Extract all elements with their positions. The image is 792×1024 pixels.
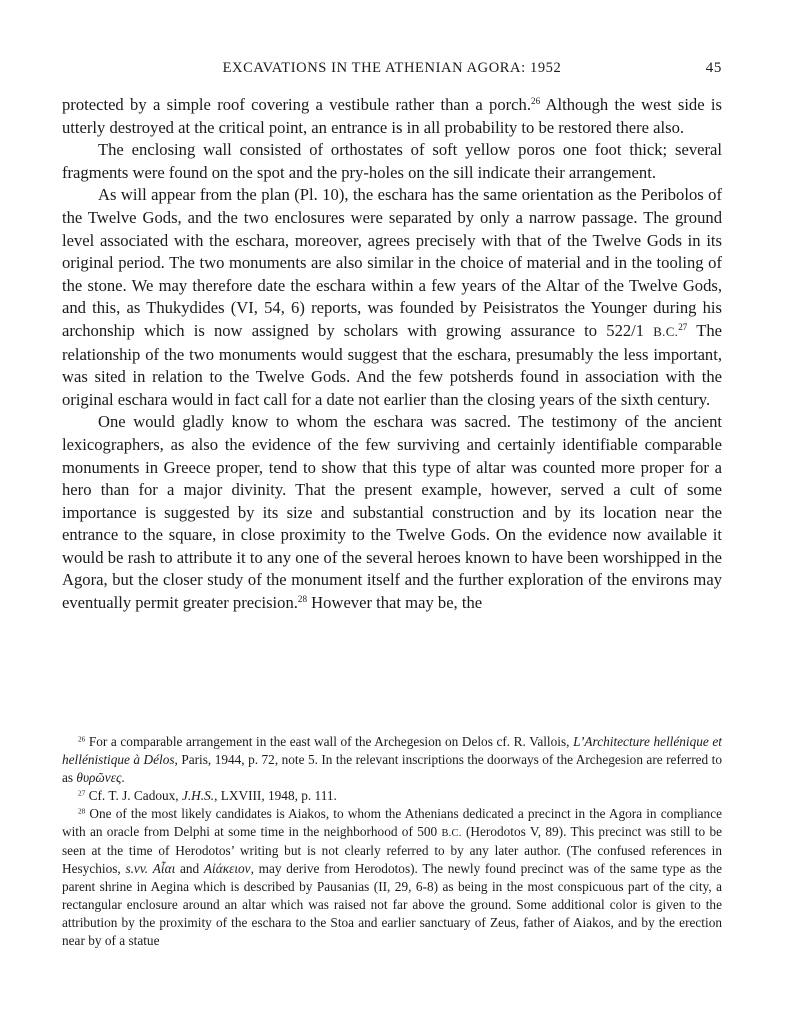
footnote-26: [62, 733, 722, 787]
paragraph-3: [62, 184, 722, 411]
footnote-ref-28[interactable]: 28: [297, 594, 308, 605]
paragraph-3-tail: The relationship of the two monuments would suggest that the eschara, presumably the less important, was sited in relation to the Twelve Gods. And the few potsherds found in association with the original eschara would in fact call for a date not earlier than the closing years of the sixth century.: [62, 320, 722, 409]
era-abbreviation: B.C.: [653, 323, 679, 339]
footnote-number: 26: [78, 734, 86, 744]
abbreviation: s.vv.: [125, 861, 149, 877]
footnote-number: 28: [78, 805, 86, 815]
book-title: L’Architecture hellénique et hellénistique à Délos: [62, 734, 722, 767]
footnote-text: One of the most likely candidates is Aiakos, to whom the Athenians dedicated a precinct in the Agora in compliance with an oracle from Delphi at some time in the neighborhood of 500: [62, 805, 722, 839]
footnotes: [62, 733, 722, 950]
footnote-text: and: [175, 861, 204, 877]
paragraph-1-tail: Although the west side is utterly destroyed at the critical point, an entrance is in all probability to be restored there also.: [62, 95, 722, 137]
running-title: EXCAVATIONS IN THE ATHENIAN AGORA: 1952: [222, 60, 562, 76]
footnote-text: , Paris, 1944, p. 72, note 5. In the relevant inscriptions the doorways of the Archegesion are referred to as: [62, 751, 722, 785]
footnote-text: , LXVIII, 1948, p. 111.: [214, 787, 337, 803]
paragraph-1-text: protected by a simple roof covering a vestibule rather than a porch.: [62, 95, 531, 114]
greek-term: Αἰάκειον: [203, 861, 251, 877]
footnote-27: [62, 787, 722, 805]
main-text: [62, 94, 722, 615]
paragraph-4-tail: However that may be, the: [307, 593, 483, 613]
footnote-number: 27: [78, 787, 86, 797]
paragraph-2-text: The enclosing wall consisted of orthostates of soft yellow poros one foot thick; several fragments were found on the spot and the pry-holes on the sill indicate their arrangement.: [62, 140, 722, 182]
greek-term: θυρῶνες: [76, 769, 122, 785]
footnote-text: (Herodotos V, 89). This precinct was still to be seen at the time of Herodotos’ writing but is not clearly referred to by any later author. (The confused references in Hesychios,: [62, 823, 722, 877]
paragraph-2: [62, 139, 722, 184]
footnote-text: For a comparable arrangement in the east wall of the Archegesion on Delos cf. R. Vallois,: [85, 734, 574, 749]
paragraph-4-text: One would gladly know to whom the eschara was sacred. The testimony of the ancient lexicographers, as also the evidence of the few surviving and certainly identifiable comparable monuments in Greece proper, tend to show that this type of altar was counted more proper for a hero than for a major divinity. That the present example, however, served a cult of some importance is suggested by its size and substantial construction and by its location near the entrance to the square, in close proximity to the Twelve Gods. On the evidence now available it would be rash to attribute it to any one of the several heroes known to have been worshipped in the Agora, but the closer study of the monument itself and the further exploration of the environs may eventually permit greater precision.: [62, 412, 722, 613]
footnote-text: , may derive from Herodotos). The newly found precinct was of the same type as the parent shrine in Aegina which is described by Pausanias (II, 29, 6-8) as being in the most conspicuous part of the city, a rectangular enclosure around an altar which was raised not far above the ground. Some additional color is given to the attribution by the proximity of the eschara to the Stoa and earlier sanctuary of Zeus, father of Aiakos, and by the erection near by of a statue: [62, 861, 722, 948]
footnote-text: Cf. T. J. Cadoux,: [85, 787, 182, 803]
paragraph-1: [62, 94, 722, 139]
journal-title: J.H.S.: [181, 787, 215, 803]
footnote-ref-27[interactable]: 27: [678, 322, 688, 333]
paragraph-4: [62, 411, 722, 614]
greek-term: Αἶαι: [152, 861, 176, 877]
footnote-text: .: [121, 769, 125, 785]
era-abbreviation: B.C.: [441, 827, 462, 839]
footnote-ref-26[interactable]: 26: [531, 96, 541, 107]
paragraph-3-text: As will appear from the plan (Pl. 10), the eschara has the same orientation as the Peribolos of the Twelve Gods, and the two enclosures were separated by only a narrow passage. The ground level associated with the eschara, moreover, agrees precisely with that of the Twelve Gods in its original period. The two monuments are also similar in the choice of material and in the tooling of the stone. We may therefore date the eschara within a few years of the Altar of the Twelve Gods, and this, as Thukydides (VI, 54, 6) reports, was founded by Peisistratos the Younger during his archonship which is now assigned by scholars with growing assurance to 522/1: [62, 185, 722, 340]
running-header: [62, 60, 722, 82]
page-number: 45: [705, 60, 722, 76]
footnote-28: [62, 805, 722, 950]
